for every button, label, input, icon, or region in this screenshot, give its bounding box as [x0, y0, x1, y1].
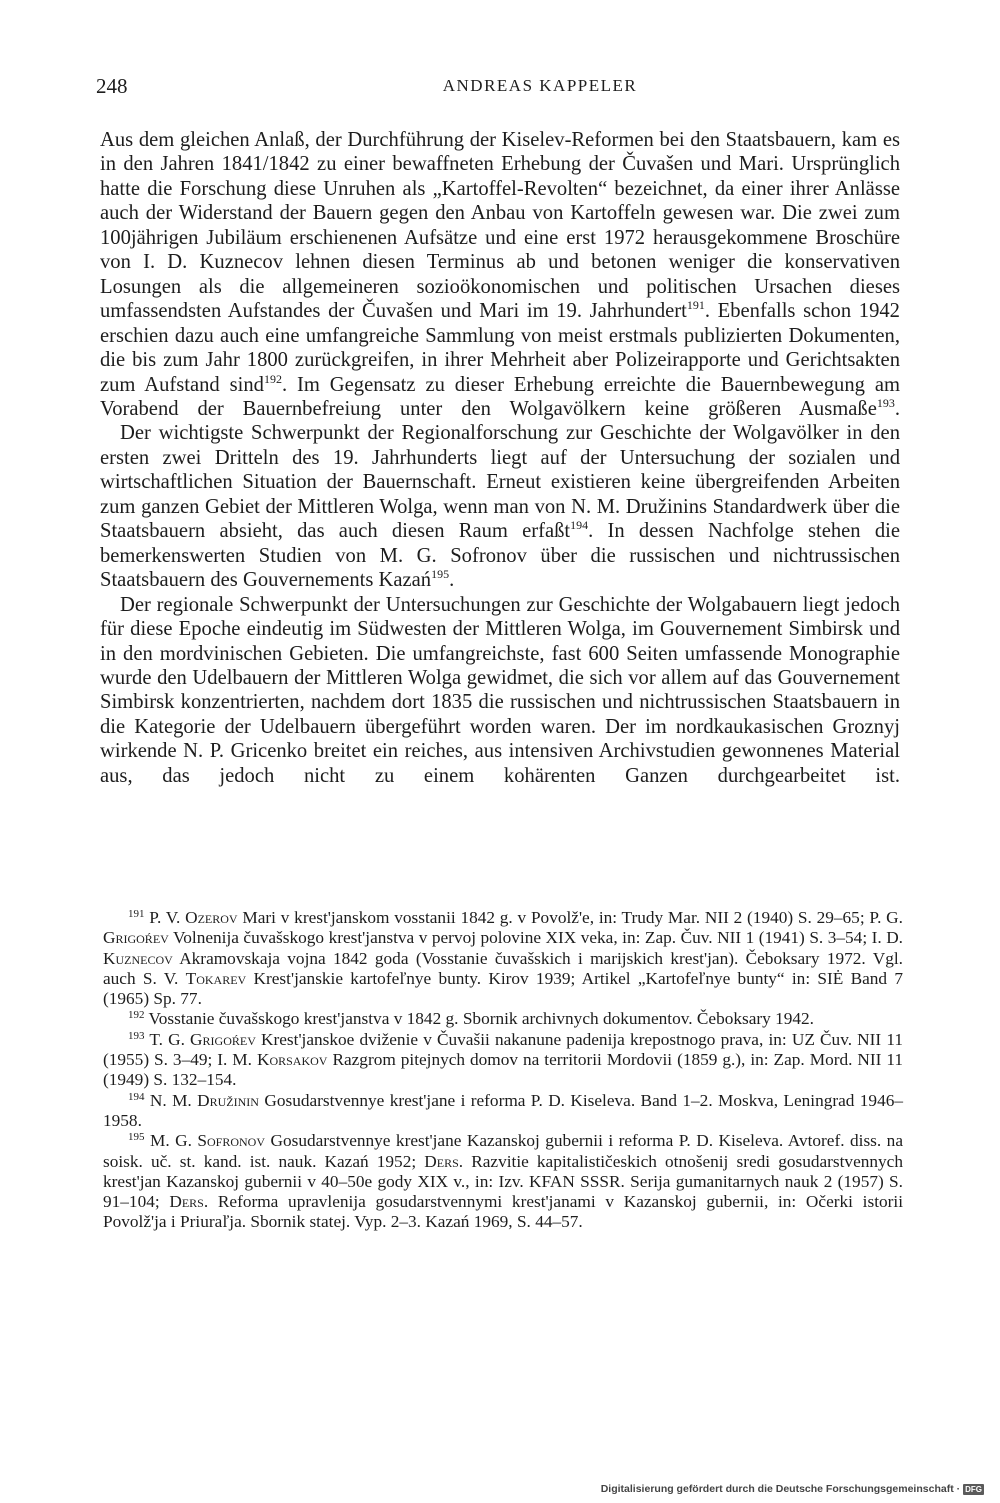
body-text: [100, 128, 900, 788]
author-name: Družinin: [197, 1090, 259, 1110]
text-segment: . Ebenfalls schon 1942 erschien dazu auch eine umfangreiche Sammlung von meist erstmals publizierten Dokumenten, die bis zum Jahr 1800 zurückgreifen, in ihrer Mehrheit aber Polizeirapporte und Gerichtsakten zum Aufstand sind: [100, 300, 900, 396]
footnotes: [103, 908, 903, 1233]
footnote-ref: 195: [431, 567, 450, 582]
page-number: 248: [96, 74, 128, 98]
footnote-text: P. V.: [149, 908, 186, 927]
author-name: Ders.: [169, 1192, 209, 1212]
footnote: [103, 1009, 903, 1029]
paragraph: [100, 421, 900, 592]
footnote: [103, 1030, 903, 1091]
footnote-text: Gosudarstvennye krest'jane Kazanskoj gubernii i reforma P. D. Kiseleva. Avtoref. diss. na soisk. uč. st. kand. ist. nauk. Kazań 1952;: [103, 1131, 903, 1171]
author-name: Ozerov: [185, 908, 238, 927]
footnote-text: T. G.: [149, 1029, 191, 1049]
footnote-text: M. G.: [149, 1131, 198, 1151]
author-name: Tokarev: [185, 968, 247, 988]
footnote: [103, 1091, 903, 1132]
footnote-ref: 192: [263, 371, 282, 386]
footnote-text: Gosudarstvennye krest'jane i reforma P. D. Kiseleva. Band 1–2. Moskva, Leningrad 1946–1958.: [103, 1090, 903, 1130]
footnote-text: Akramovskaja vojna 1842 goda (Vosstanie čuvašskich i marijskich krest'jan). Čeboksary 1972. Vgl. auch S. V.: [103, 948, 903, 988]
running-head: ANDREAS KAPPELER: [442, 76, 638, 95]
footnote-ref: 194: [570, 518, 589, 533]
footnote-number: 192: [128, 1009, 145, 1022]
footnote-text: Krest'janskie kartofeľnye bunty. Kirov 1939; Artikel „Kartofeľnye bunty“ in: SIĖ Band 7 (1965) Sp. 77.: [103, 968, 903, 1009]
author-name: Sofronov: [197, 1131, 266, 1151]
footnote-text: Vosstanie čuvašskogo krest'janstva v 1842 g. Sbornik archivnych dokumentov. Čeboksary 1942.: [148, 1009, 814, 1029]
footnote-ref: 191: [686, 298, 705, 313]
footnote-number: 191: [128, 908, 145, 920]
text-segment: .: [894, 397, 900, 420]
footnote-text: Volnenija čuvašskogo krest'janstva v pervoj polovine XIX veka, in: Zap. Čuv. NII 1 (1941) S. 3–54; I. D.: [173, 928, 903, 948]
author-name: Korsakov: [256, 1050, 328, 1070]
text-segment: Aus dem gleichen Anlaß, der Durchführung der Kiselev-Reformen bei den Staatsbauern, kam es in den Jahren 1841/1842 zu einer bewaffneten Erhebung der Čuvašen und Mari. Ursprünglich hatte die Forschung diese Unruhen als „Kartoffel-Revolten“ bezeichnet, da einer ihrer Anlässe auch der Widerstand der Bauern gegen den Anbau von Kartoffeln gewesen war. Die zwei zum 100jährigen Jubiläum erschienenen Aufsätze und eine erst 1972 herausgekommene Broschüre von I. D. Kuznecov lehnen diesen Terminus ab und betonen weniger die konservativen Losungen als die allgemeineren sozioökonomischen und politischen Ursachen dieses umfassendsten Aufstandes der Čuvašen und Mari im 19. Jahrhundert: [100, 129, 900, 323]
footnote-number: 193: [128, 1029, 145, 1042]
footnote-text: Mari v krest'janskom vosstanii 1842 g. v Povolž'e, in: Trudy Mar. NII 2 (1940) S. 29–65; P. G.: [242, 908, 903, 927]
author-name: Grigoŕev: [103, 928, 169, 948]
footnote-text: Razgrom pitejnych domov na territorii Mordovii (1859 g.), in: Zap. Mord. NII 11 (1949) S. 132–154.: [103, 1050, 903, 1090]
footnote-text: N. M.: [149, 1090, 198, 1110]
paragraph: Der regionale Schwerpunkt der Untersuchungen zur Geschichte der Wolgabauern liegt jedoch für diese Epoche eindeutig im Südwesten der Mittleren Wolga, im Gouvernement Simbirsk und in den mordvinischen Gebieten. Die umfangreichste, fast 600 Seiten umfassende Monographie wurde den Udelbauern der Mittleren Wolga gewidmet, die sich vor allem auf das Gouvernement Simbirsk konzentrierten, nachdem dort 1835 die russischen und nichtrussischen Staatsbauern in die Kategorie der Udelbauern übergeführt worden waren. Der im nordkaukasischen Groznyj wirkende N. P. Gricenko breitet ein reiches, aus intensiven Archivstudien gewonnenes Material aus, das jedoch nicht zu einem kohärenten Ganzen durchgearbeitet ist.: [100, 593, 900, 787]
text-segment: .: [449, 569, 455, 592]
author-name: Grigoŕev: [190, 1029, 256, 1049]
credit-text: Digitalisierung gefördert durch die Deutsche Forschungsgemeinschaft ·: [600, 1483, 961, 1495]
footnote: [103, 908, 903, 1009]
author-name: Ders.: [424, 1151, 464, 1171]
author-name: Kuznecov: [103, 948, 173, 968]
footnote-text: Krest'janskoe dviženie v Čuvašii nakanune padenija krepostnogo prava, in: UZ Čuv. NII 11 (1955) S. 3–49; I. M.: [103, 1029, 903, 1070]
text-segment: . Im Gegensatz zu dieser Erhebung erreichte die Bauernbewegung am Vorabend der Bauernbefreiung unter den Wolgavölkern keine größeren Ausmaße: [100, 373, 900, 420]
footnote-ref: 193: [876, 395, 895, 410]
footnote-number: 195: [128, 1131, 145, 1144]
dfg-logo: DFG: [965, 1484, 982, 1494]
footnote: [103, 1131, 903, 1232]
text-segment: . In dessen Nachfolge stehen die bemerkenswerten Studien von M. G. Sofronov über die russischen und nichtrussischen Staatsbauern des Gouvernements Kazań: [100, 520, 900, 592]
paragraph: [100, 128, 900, 421]
footnote-text: Reforma upravlenija gosudarstvennymi krest'janami v Kazanskoj gubernii, in: Očerki istorii Povolž'ja i Priuraľja. Sbornik statej. Vyp. 2–3. Kazań 1969, S. 44–57.: [103, 1192, 903, 1232]
digitization-credit: [601, 1483, 984, 1495]
footnote-number: 194: [128, 1090, 145, 1103]
text-segment: Der wichtigste Schwerpunkt der Regionalforschung zur Geschichte der Wolgavölker in den ersten zwei Dritteln des 19. Jahrhunderts liegt auf der Untersuchung der sozialen und wirtschaftlichen Situation der Bauernschaft. Erneut existieren keine übergreifenden Arbeiten zum ganzen Gebiet der Mittleren Wolga, wenn man von N. M. Družinins Standardwerk über die Staatsbauern absieht, das auch diesen Raum erfaßt: [100, 422, 900, 543]
footnote-text: Razvitie kapitalističeskich otnošenij sredi gosudarstvennych krest'jan Kazanskoj gubernii v 40–50e gody XIX v., in: Izv. KFAN SSSR. Serija gumanitarnych nauk 2 (1957) S. 91–104;: [103, 1151, 903, 1212]
